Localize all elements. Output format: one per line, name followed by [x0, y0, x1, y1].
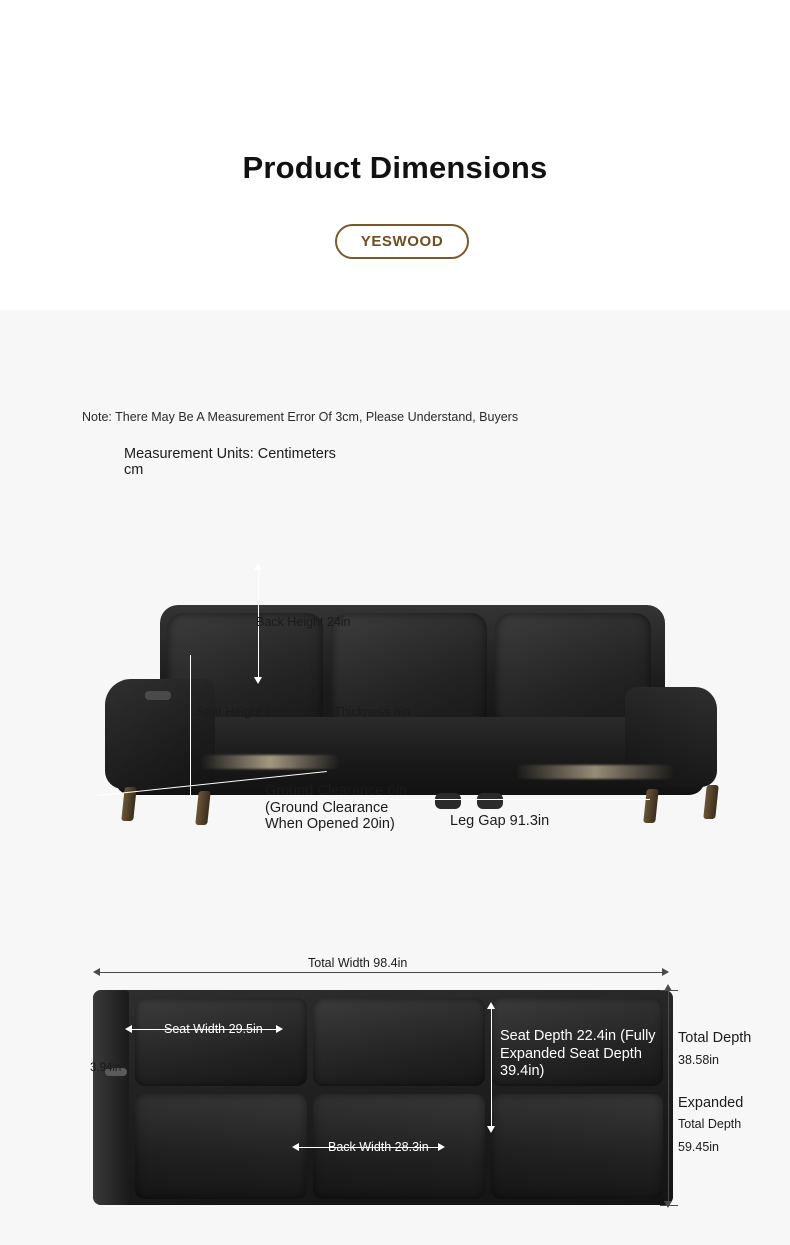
sofa-center-foot	[435, 793, 461, 809]
total-width-label: Total Width 98.4in	[308, 956, 408, 970]
seat-depth-arrow-bottom	[487, 1126, 495, 1133]
seat-depth-label: Seat Depth 22.4in (Fully Expanded Seat Depth 39.4in)	[500, 1028, 656, 1080]
leg-gap-line	[390, 799, 650, 800]
sofa-left-arm-top	[93, 990, 129, 1205]
measurement-units: Measurement Units: Centimeters cm	[124, 446, 336, 479]
leather-highlight	[200, 755, 340, 769]
arm-width-label: 3.94in	[90, 1062, 122, 1074]
sofa-leg	[643, 789, 659, 823]
figure-top-view	[60, 950, 760, 1240]
seat-width-label: Seat Width 29.5in	[164, 1022, 263, 1036]
total-depth-value: 38.58in	[678, 1053, 720, 1067]
page-title: Product Dimensions	[242, 150, 548, 185]
seat-height-line	[190, 655, 191, 795]
total-depth-tick-top	[660, 990, 678, 991]
sofa-back-cushion-top	[135, 998, 307, 1086]
leather-highlight	[515, 765, 675, 779]
sofa-seat-cushion-top	[135, 1094, 307, 1199]
ground-clearance-label: Ground Clearance 6in (Ground Clearance When Opened 20in)	[265, 783, 407, 833]
sofa-back-cushion-top	[313, 998, 485, 1086]
back-width-arrow-right	[438, 1143, 445, 1151]
leg-gap-label: Leg Gap 91.3in	[450, 813, 550, 829]
seat-height-label: Seat Height 19in	[196, 705, 289, 719]
total-width-arrow-right	[662, 968, 669, 976]
content-panel	[0, 310, 790, 1245]
header	[0, 0, 790, 310]
seat-thickness-label: Seat Thickness 8in	[305, 705, 411, 719]
total-width-line	[98, 972, 668, 973]
back-height-arrow-bottom	[254, 677, 262, 684]
total-depth-label: Total Depth	[678, 1030, 752, 1046]
seat-width-arrow-right	[276, 1025, 283, 1033]
sofa-seat-cushion-top	[491, 1094, 663, 1199]
expanded-label: Expanded	[678, 1095, 744, 1111]
expanded-total-depth-value: 59.45in	[678, 1140, 720, 1154]
figure-side-view	[60, 555, 750, 965]
back-height-label: Back Height 24in	[256, 615, 351, 629]
brand-logo-label: YESWOOD	[360, 233, 444, 250]
armrest-control-panel	[145, 691, 171, 700]
measurement-note: Note: There May Be A Measurement Error Of 3cm, Please Understand, Buyers	[82, 410, 519, 424]
back-width-label: Back Width 28.3in	[328, 1140, 429, 1154]
expanded-total-depth-label: Total Depth	[678, 1117, 742, 1131]
sofa-center-foot	[477, 793, 503, 809]
brand-logo	[335, 224, 469, 259]
sofa-leg	[195, 791, 211, 825]
total-depth-tick-bottom	[660, 1205, 678, 1206]
seat-depth-line	[491, 1008, 492, 1128]
sofa-leg	[703, 785, 719, 819]
total-depth-line	[668, 990, 669, 1205]
